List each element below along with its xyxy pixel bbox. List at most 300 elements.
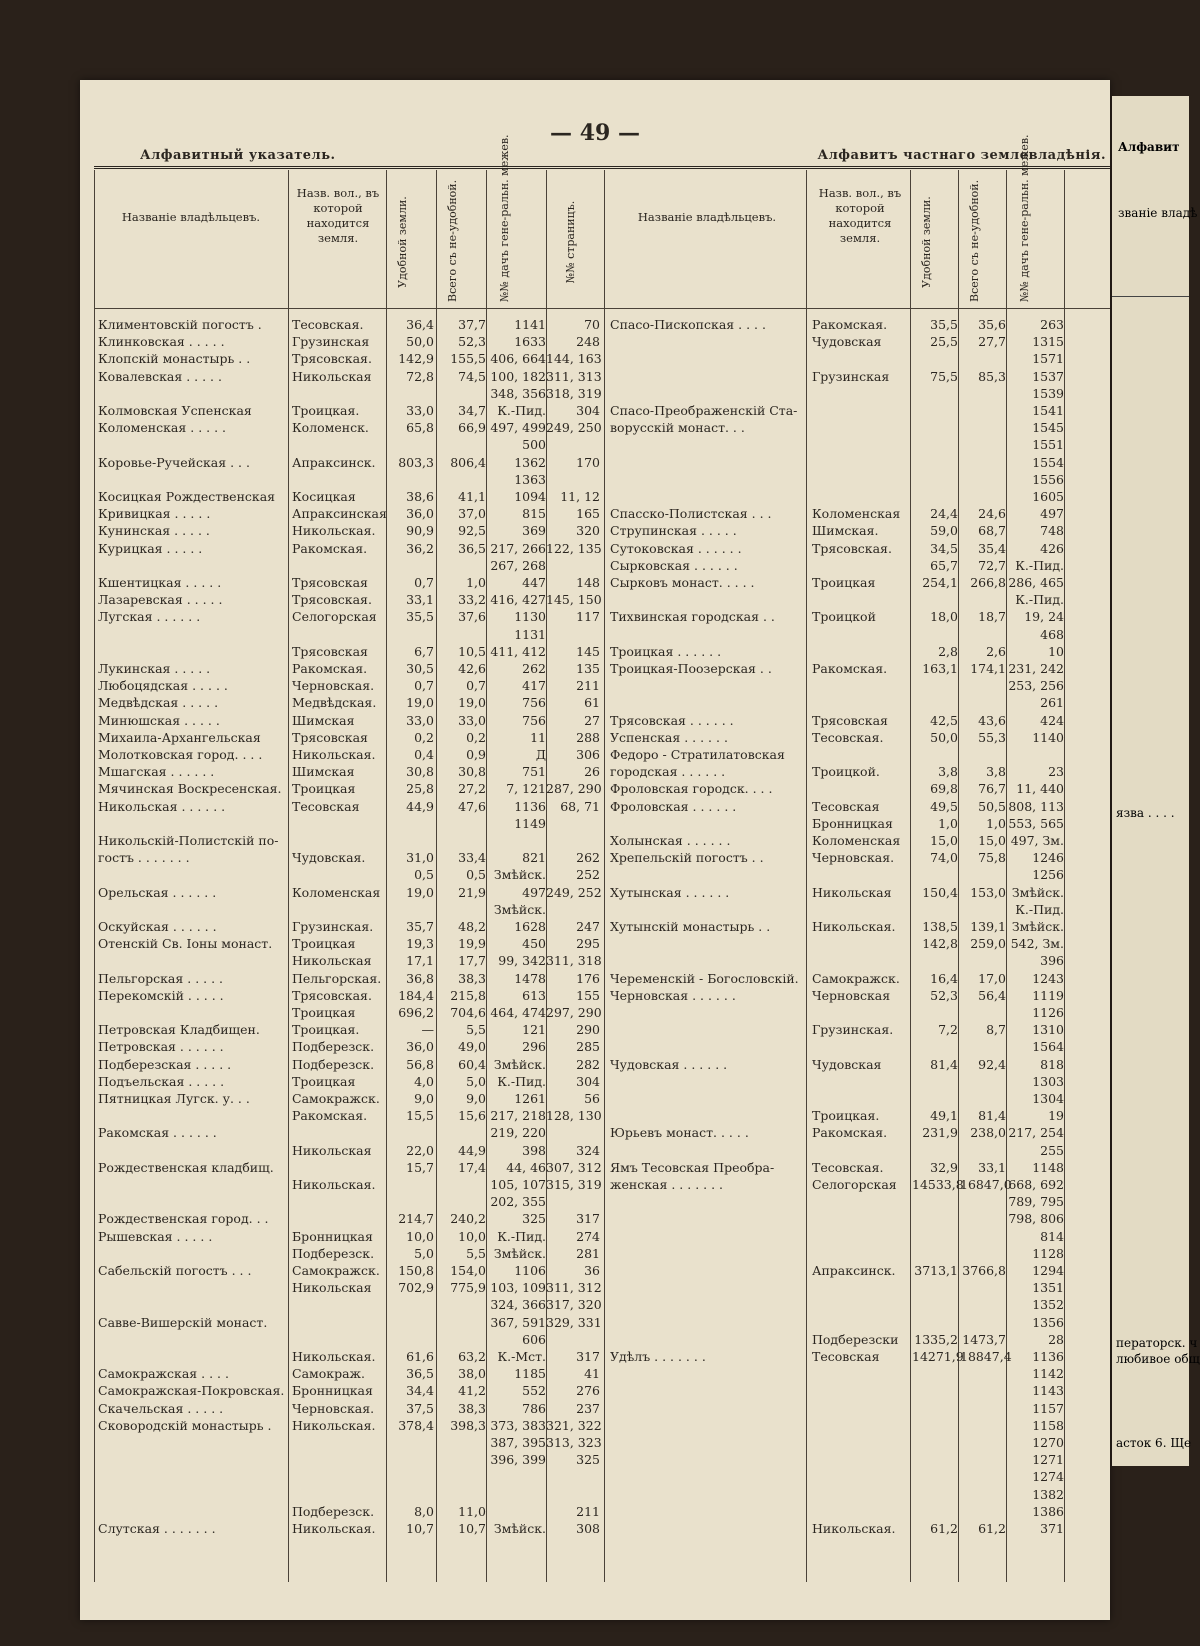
table-row: [80, 419, 1110, 436]
page-numbers: 297, 290: [546, 1005, 602, 1020]
volost-name: Чудовская: [812, 1056, 882, 1072]
udobnoi-value: 35,5: [930, 317, 958, 332]
dacha-numbers: 262: [522, 661, 546, 676]
udobnoi-value: 696,2: [398, 1005, 434, 1020]
page-numbers: 311, 313: [546, 368, 602, 384]
page-numbers: 26: [584, 764, 600, 780]
total-value: 75,8: [978, 850, 1006, 866]
volost-name: Трясовская.: [292, 987, 372, 1003]
volost-name: Троицкой.: [812, 764, 880, 780]
table-row: [80, 901, 1110, 918]
volost-name: Селогорская: [812, 1177, 897, 1192]
table-row: [80, 729, 1110, 746]
udobnoi-value: 44,9: [406, 798, 434, 814]
dacha-numbers: 217, 218: [490, 1108, 546, 1124]
udobnoi-value: 19,0: [406, 884, 434, 900]
owner-name: Самокражская-Покровская.: [98, 1383, 285, 1399]
page-numbers: 247: [576, 919, 600, 934]
udobnoi-value: 56,8: [406, 1056, 434, 1072]
owner-name: Никольскій-Полистскій по-: [98, 833, 279, 848]
total-value: 806,4: [450, 454, 486, 470]
dacha-numbers: 814: [1040, 1228, 1064, 1244]
page-numbers: 145, 150: [546, 592, 602, 608]
owner-name: Федоро - Стратилатовская: [610, 747, 785, 762]
dacha-numbers: 1352: [1032, 1297, 1064, 1313]
volost-name: Ракомская.: [292, 540, 368, 556]
col-head-udobnoi: Удобной земли.: [396, 196, 409, 288]
table-row: [80, 1245, 1110, 1262]
table-row: [80, 1348, 1110, 1365]
owner-name: гостъ . . . . . . .: [98, 850, 190, 866]
page-numbers: 315, 319: [546, 1177, 602, 1192]
dacha-numbers: 450: [522, 936, 546, 952]
total-value: 1,0: [466, 575, 486, 590]
udobnoi-value: 1,0: [938, 815, 958, 831]
owner-name: Мячинская Воскресенская.: [98, 781, 282, 797]
dacha-numbers: К.-Мст.: [497, 1349, 546, 1364]
owner-name: Петровская . . . . . .: [98, 1039, 224, 1055]
owner-name: Троицкая-Поозерская . .: [610, 661, 772, 676]
owner-name: Оскуйская . . . . . .: [98, 919, 217, 934]
total-value: 37,6: [458, 609, 486, 625]
total-value: 1,0: [986, 815, 1006, 831]
owner-name: Скачельская . . . . .: [98, 1400, 224, 1416]
udobnoi-value: 3713,1: [914, 1263, 958, 1278]
dacha-numbers: 1148: [1032, 1159, 1064, 1175]
owner-name: Хутынскій монастырь . .: [610, 919, 771, 934]
total-value: 48,2: [458, 919, 486, 934]
volost-name: Грузинская: [292, 334, 370, 350]
udobnoi-value: 150,8: [398, 1263, 434, 1278]
dacha-numbers: 1157: [1032, 1400, 1064, 1416]
dacha-numbers: 99, 342: [498, 953, 546, 969]
page-numbers: 11, 12: [560, 489, 600, 504]
table-row: [80, 798, 1110, 815]
total-value: 155,5: [450, 351, 486, 367]
owner-name: Пятницкая Лугск. у. . .: [98, 1091, 250, 1106]
table-row: [80, 1159, 1110, 1176]
owner-name: городская . . . . . .: [610, 764, 726, 780]
table-row: [80, 1468, 1110, 1485]
dacha-numbers: 1537: [1032, 368, 1064, 384]
udobnoi-value: 74,0: [930, 850, 958, 866]
dacha-numbers: 1386: [1032, 1503, 1064, 1519]
page-numbers: 27: [584, 712, 600, 728]
table-row: [80, 1056, 1110, 1073]
total-value: 52,3: [458, 334, 486, 350]
table-row: [80, 1400, 1110, 1417]
udobnoi-value: 15,5: [406, 1108, 434, 1124]
udobnoi-value: 35,5: [406, 609, 434, 625]
owner-name: Сырковъ монаст. . . . .: [610, 575, 755, 590]
page-numbers: 307, 312: [546, 1159, 602, 1175]
total-value: 33,0: [458, 712, 486, 728]
udobnoi-value: 36,2: [406, 540, 434, 556]
page-numbers: 324: [576, 1142, 600, 1158]
volost-name: Троицкой: [812, 609, 876, 625]
total-value: 3,8: [986, 764, 1006, 780]
owner-name: Ямъ Тесовская Преобра-: [610, 1159, 775, 1175]
total-value: 154,0: [450, 1263, 486, 1278]
volost-name: Шимская.: [812, 523, 879, 539]
dacha-numbers: 1539: [1032, 385, 1064, 401]
owner-name: Коломенская . . . . .: [98, 420, 227, 436]
total-value: 61,2: [978, 1521, 1006, 1536]
dacha-numbers: 396: [1040, 953, 1064, 969]
total-value: 17,4: [458, 1159, 486, 1175]
dacha-numbers: 808, 113: [1008, 798, 1064, 814]
total-value: 56,4: [978, 987, 1006, 1003]
dacha-numbers: 1141: [514, 317, 546, 332]
udobnoi-value: 10,0: [406, 1228, 434, 1244]
table-row: [80, 1228, 1110, 1245]
dacha-numbers: 411, 412: [490, 643, 546, 659]
owner-name: Кшентицкая . . . . .: [98, 575, 222, 590]
volost-name: Никольская.: [292, 1521, 376, 1536]
volost-name: Бронницкая: [292, 1383, 373, 1399]
udobnoi-value: 69,8: [930, 781, 958, 797]
total-value: 49,0: [458, 1039, 486, 1055]
dacha-numbers: 553, 565: [1008, 815, 1064, 831]
owner-name: Холынская . . . . . .: [610, 833, 731, 848]
table-row: [80, 1124, 1110, 1141]
volost-name: Никольская.: [292, 1349, 376, 1364]
dacha-numbers: 387, 395: [490, 1435, 546, 1450]
dacha-numbers: Змѣйск.: [493, 1521, 546, 1536]
page-numbers: 329, 331: [546, 1314, 602, 1330]
udobnoi-value: 72,8: [406, 368, 434, 384]
running-header-left: Алфавитный указатель.: [140, 148, 336, 163]
udobnoi-value: 33,0: [406, 403, 434, 418]
volost-name: Ракомская.: [812, 1125, 888, 1141]
dacha-numbers: 424: [1040, 712, 1064, 728]
page-numbers: 325: [576, 1452, 600, 1468]
dacha-numbers: 1628: [514, 919, 546, 934]
dacha-numbers: 748: [1040, 523, 1064, 539]
dacha-numbers: 1136: [514, 798, 546, 814]
total-value: 259,0: [970, 936, 1006, 952]
owner-name: Перекомскій . . . . .: [98, 987, 224, 1003]
dacha-numbers: 217, 266: [490, 540, 546, 556]
udobnoi-value: 31,0: [406, 850, 434, 866]
total-value: 33,1: [978, 1159, 1006, 1175]
udobnoi-value: 42,5: [930, 712, 958, 728]
owner-name: Фроловская . . . . . .: [610, 798, 737, 814]
total-value: 66,9: [458, 420, 486, 436]
total-value: 34,7: [458, 403, 486, 418]
table-row: [80, 368, 1110, 385]
udobnoi-value: 0,5: [414, 867, 434, 883]
table-row: [80, 1142, 1110, 1159]
udobnoi-value: 32,9: [930, 1159, 958, 1175]
udobnoi-value: 0,7: [414, 678, 434, 694]
dacha-numbers: К.-Пид.: [1015, 557, 1064, 573]
dacha-numbers: 10: [1048, 643, 1064, 659]
dacha-numbers: 818: [1040, 1056, 1064, 1072]
udobnoi-value: 184,4: [398, 987, 434, 1003]
total-value: 17,7: [458, 953, 486, 969]
volost-name: Коломенская: [812, 833, 901, 848]
table-row: [80, 1073, 1110, 1090]
dacha-numbers: 1310: [1032, 1022, 1064, 1038]
table-row: [80, 643, 1110, 660]
table-row: [80, 454, 1110, 471]
dacha-numbers: 100, 182: [490, 368, 546, 384]
udobnoi-value: 14533,8: [912, 1177, 964, 1192]
owner-name: Трясовская . . . . . .: [610, 712, 734, 728]
dacha-numbers: 1131: [514, 626, 546, 642]
page-numbers: 285: [576, 1039, 600, 1055]
dacha-numbers: 1294: [1032, 1263, 1064, 1278]
udobnoi-value: 19,0: [406, 695, 434, 711]
volost-name: Никольская: [292, 368, 372, 384]
total-value: 8,7: [986, 1022, 1006, 1038]
udobnoi-value: 38,6: [406, 489, 434, 504]
col-head-vsego-2: Всего съ не-удобной.: [968, 179, 981, 302]
total-value: 24,6: [978, 506, 1006, 522]
total-value: 81,4: [978, 1108, 1006, 1124]
dacha-numbers: 1142: [1032, 1366, 1064, 1382]
dacha-numbers: 1605: [1032, 489, 1064, 504]
volost-name: Троицкая.: [292, 403, 360, 418]
table-row: [80, 1279, 1110, 1296]
udobnoi-value: 15,7: [406, 1159, 434, 1175]
udobnoi-value: 378,4: [398, 1417, 434, 1433]
dacha-numbers: 1554: [1032, 454, 1064, 470]
udobnoi-value: 2,8: [938, 643, 958, 659]
table-row: [80, 1520, 1110, 1537]
adjacent-page-text: ператорск. ч: [1116, 1336, 1198, 1350]
total-value: 0,9: [466, 747, 486, 762]
udobnoi-value: 214,7: [398, 1211, 434, 1227]
owner-name: Подберезская . . . . .: [98, 1056, 232, 1072]
owner-name: Петровская Кладбищен.: [98, 1022, 260, 1038]
volost-name: Подберезски: [812, 1331, 899, 1347]
adjacent-page-text: любивое общ: [1116, 1352, 1200, 1366]
table-row: [80, 608, 1110, 625]
udobnoi-value: 231,9: [922, 1125, 958, 1141]
table-row: [80, 694, 1110, 711]
total-value: 92,4: [978, 1056, 1006, 1072]
owner-name: Чудовская . . . . . .: [610, 1056, 728, 1072]
owner-name: Спасо-Преображенскій Ста-: [610, 403, 798, 418]
table-row: [80, 1331, 1110, 1348]
total-value: 60,4: [458, 1056, 486, 1072]
dacha-numbers: 261: [1040, 695, 1064, 711]
page-numbers: 304: [576, 403, 600, 418]
page-numbers: 290: [576, 1022, 600, 1038]
udobnoi-value: 19,3: [406, 936, 434, 952]
table-row: [80, 385, 1110, 402]
dacha-numbers: 1304: [1032, 1091, 1064, 1106]
volost-name: Пельгорская.: [292, 970, 382, 986]
table-row: [80, 557, 1110, 574]
dacha-numbers: 19, 24: [1024, 609, 1064, 625]
dacha-numbers: 1270: [1032, 1435, 1064, 1450]
udobnoi-value: 49,1: [930, 1108, 958, 1124]
dacha-numbers: 1315: [1032, 334, 1064, 350]
owner-name: Ракомская . . . . . .: [98, 1125, 217, 1141]
dacha-numbers: Змѣйск.: [493, 867, 546, 883]
dacha-numbers: Д: [535, 747, 546, 762]
volost-name: Трясовская.: [812, 540, 892, 556]
total-value: 0,7: [466, 678, 486, 694]
udobnoi-value: 3,8: [938, 764, 958, 780]
dacha-numbers: К.-Пид.: [1015, 901, 1064, 917]
volost-name: Ракомская.: [292, 661, 368, 676]
total-value: 775,9: [450, 1280, 486, 1296]
dacha-numbers: 468: [1040, 626, 1064, 642]
owner-name: Пельгорская . . . . .: [98, 970, 224, 986]
volost-name: Черновская.: [292, 678, 375, 694]
table-row: [80, 815, 1110, 832]
table-row: [80, 505, 1110, 522]
total-value: 10,5: [458, 643, 486, 659]
dacha-numbers: 497, 499: [490, 420, 546, 436]
volost-name: Черновская: [812, 987, 891, 1003]
table-row: [80, 1417, 1110, 1434]
dacha-numbers: 1261: [514, 1091, 546, 1106]
udobnoi-value: 36,5: [406, 1366, 434, 1382]
dacha-numbers: 756: [522, 712, 546, 728]
dacha-numbers: 1128: [1032, 1245, 1064, 1261]
volost-name: Ракомская.: [812, 317, 888, 332]
total-value: 153,0: [970, 884, 1006, 900]
table-row: [80, 970, 1110, 987]
udobnoi-value: 49,5: [930, 798, 958, 814]
table-row: [80, 540, 1110, 557]
volost-name: Грузинская.: [812, 1022, 894, 1038]
owner-name: Удѣлъ . . . . . . .: [610, 1349, 706, 1364]
dacha-numbers: 105, 107: [490, 1177, 546, 1192]
dacha-numbers: 500: [522, 437, 546, 453]
dacha-numbers: 1143: [1032, 1383, 1064, 1399]
table-row: [80, 1038, 1110, 1055]
total-value: 42,6: [458, 661, 486, 676]
volost-name: Троицкая: [812, 575, 876, 590]
udobnoi-value: 14271,9: [912, 1349, 964, 1364]
table-row: [80, 1193, 1110, 1210]
dacha-numbers: 606: [522, 1331, 546, 1347]
table-row: [80, 488, 1110, 505]
udobnoi-value: 61,2: [930, 1521, 958, 1536]
udobnoi-value: 61,6: [406, 1349, 434, 1364]
page-numbers: 248: [576, 334, 600, 350]
total-value: 0,2: [466, 729, 486, 745]
dacha-numbers: 253, 256: [1008, 678, 1064, 694]
total-value: 174,1: [970, 661, 1006, 676]
table-row: [80, 471, 1110, 488]
owner-name: Хутынская . . . . . .: [610, 884, 730, 900]
udobnoi-value: 33,1: [406, 592, 434, 608]
page-numbers: 211: [576, 678, 600, 694]
owner-name: Рождественская кладбищ.: [98, 1159, 274, 1175]
owner-name: Струпинская . . . . .: [610, 523, 737, 539]
volost-name: Троицкая: [292, 936, 356, 952]
owner-name: Мшагская . . . . . .: [98, 764, 215, 780]
table-row: [80, 436, 1110, 453]
table-row: [80, 626, 1110, 643]
udobnoi-value: 81,4: [930, 1056, 958, 1072]
udobnoi-value: 36,0: [406, 1039, 434, 1055]
total-value: 37,7: [458, 317, 486, 332]
owner-name: Сабельскій погостъ . . .: [98, 1263, 252, 1278]
owner-name: Медвѣдская . . . . .: [98, 695, 219, 711]
total-value: 15,0: [978, 833, 1006, 848]
owner-name: Черновская . . . . . .: [610, 987, 736, 1003]
dacha-numbers: 296: [522, 1039, 546, 1055]
total-value: 1473,7: [962, 1331, 1006, 1347]
udobnoi-value: 25,5: [930, 334, 958, 350]
owner-name: Кунинская . . . . .: [98, 523, 210, 539]
total-value: 21,9: [458, 884, 486, 900]
dacha-numbers: 789, 795: [1008, 1194, 1064, 1210]
udobnoi-value: 35,7: [406, 919, 434, 934]
volost-name: Ракомская.: [812, 661, 888, 676]
total-value: 240,2: [450, 1211, 486, 1227]
volost-name: Бронницкая: [292, 1228, 373, 1244]
owner-name: Молотковская город. . . .: [98, 747, 263, 762]
owner-name: Савве-Вишерскій монаст.: [98, 1314, 268, 1330]
page-numbers: 249, 250: [546, 420, 602, 436]
dacha-numbers: 1478: [514, 970, 546, 986]
owner-name: Успенская . . . . . .: [610, 729, 728, 745]
page-numbers: 262: [576, 850, 600, 866]
page-numbers: 281: [576, 1245, 600, 1261]
volost-name: Трясовская: [812, 712, 888, 728]
total-value: 27,7: [978, 334, 1006, 350]
page-numbers: 304: [576, 1073, 600, 1089]
adjacent-page-text: язва . . . .: [1116, 806, 1175, 820]
page-numbers: 237: [576, 1400, 600, 1416]
volost-name: Косицкая: [292, 489, 356, 504]
dacha-numbers: 28: [1048, 1331, 1064, 1347]
page-numbers: 61: [584, 695, 600, 711]
udobnoi-value: 52,3: [930, 987, 958, 1003]
owner-name: Слутская . . . . . . .: [98, 1521, 216, 1536]
volost-name: Самокражск.: [812, 970, 900, 986]
volost-name: Самокражск.: [292, 1263, 380, 1278]
table-row: [80, 1262, 1110, 1279]
page-numbers: 288: [576, 729, 600, 745]
owner-name: Хрепельскій погостъ . .: [610, 850, 764, 866]
dacha-numbers: 396, 399: [490, 1452, 546, 1468]
page-numbers: 145: [576, 643, 600, 659]
dacha-numbers: 217, 254: [1008, 1125, 1064, 1141]
volost-name: Троицкая.: [812, 1108, 880, 1124]
dacha-numbers: 23: [1048, 764, 1064, 780]
total-value: 47,6: [458, 798, 486, 814]
total-value: 38,0: [458, 1366, 486, 1382]
dacha-numbers: 1564: [1032, 1039, 1064, 1055]
table-row: [80, 574, 1110, 591]
volost-name: Апраксинск.: [812, 1263, 896, 1278]
page-numbers: 308: [576, 1521, 600, 1536]
dacha-numbers: 1356: [1032, 1314, 1064, 1330]
volost-name: Бронницкая: [812, 815, 893, 831]
page-numbers: 311, 312: [546, 1280, 602, 1296]
page-numbers: 122, 135: [546, 540, 602, 556]
owner-name: Спасо-Пископская . . . .: [610, 317, 766, 332]
col-head-volost-2: Назв. вол., въ которой находится земля.: [818, 186, 902, 245]
col-head-volost: Назв. вол., въ которой находится земля.: [296, 186, 380, 245]
page-numbers: 306: [576, 747, 600, 762]
owner-name: Курицкая . . . . .: [98, 540, 203, 556]
total-value: 76,7: [978, 781, 1006, 797]
volost-name: Грузинская: [812, 368, 890, 384]
page-numbers: 313, 323: [546, 1435, 602, 1450]
dacha-numbers: 497: [522, 884, 546, 900]
